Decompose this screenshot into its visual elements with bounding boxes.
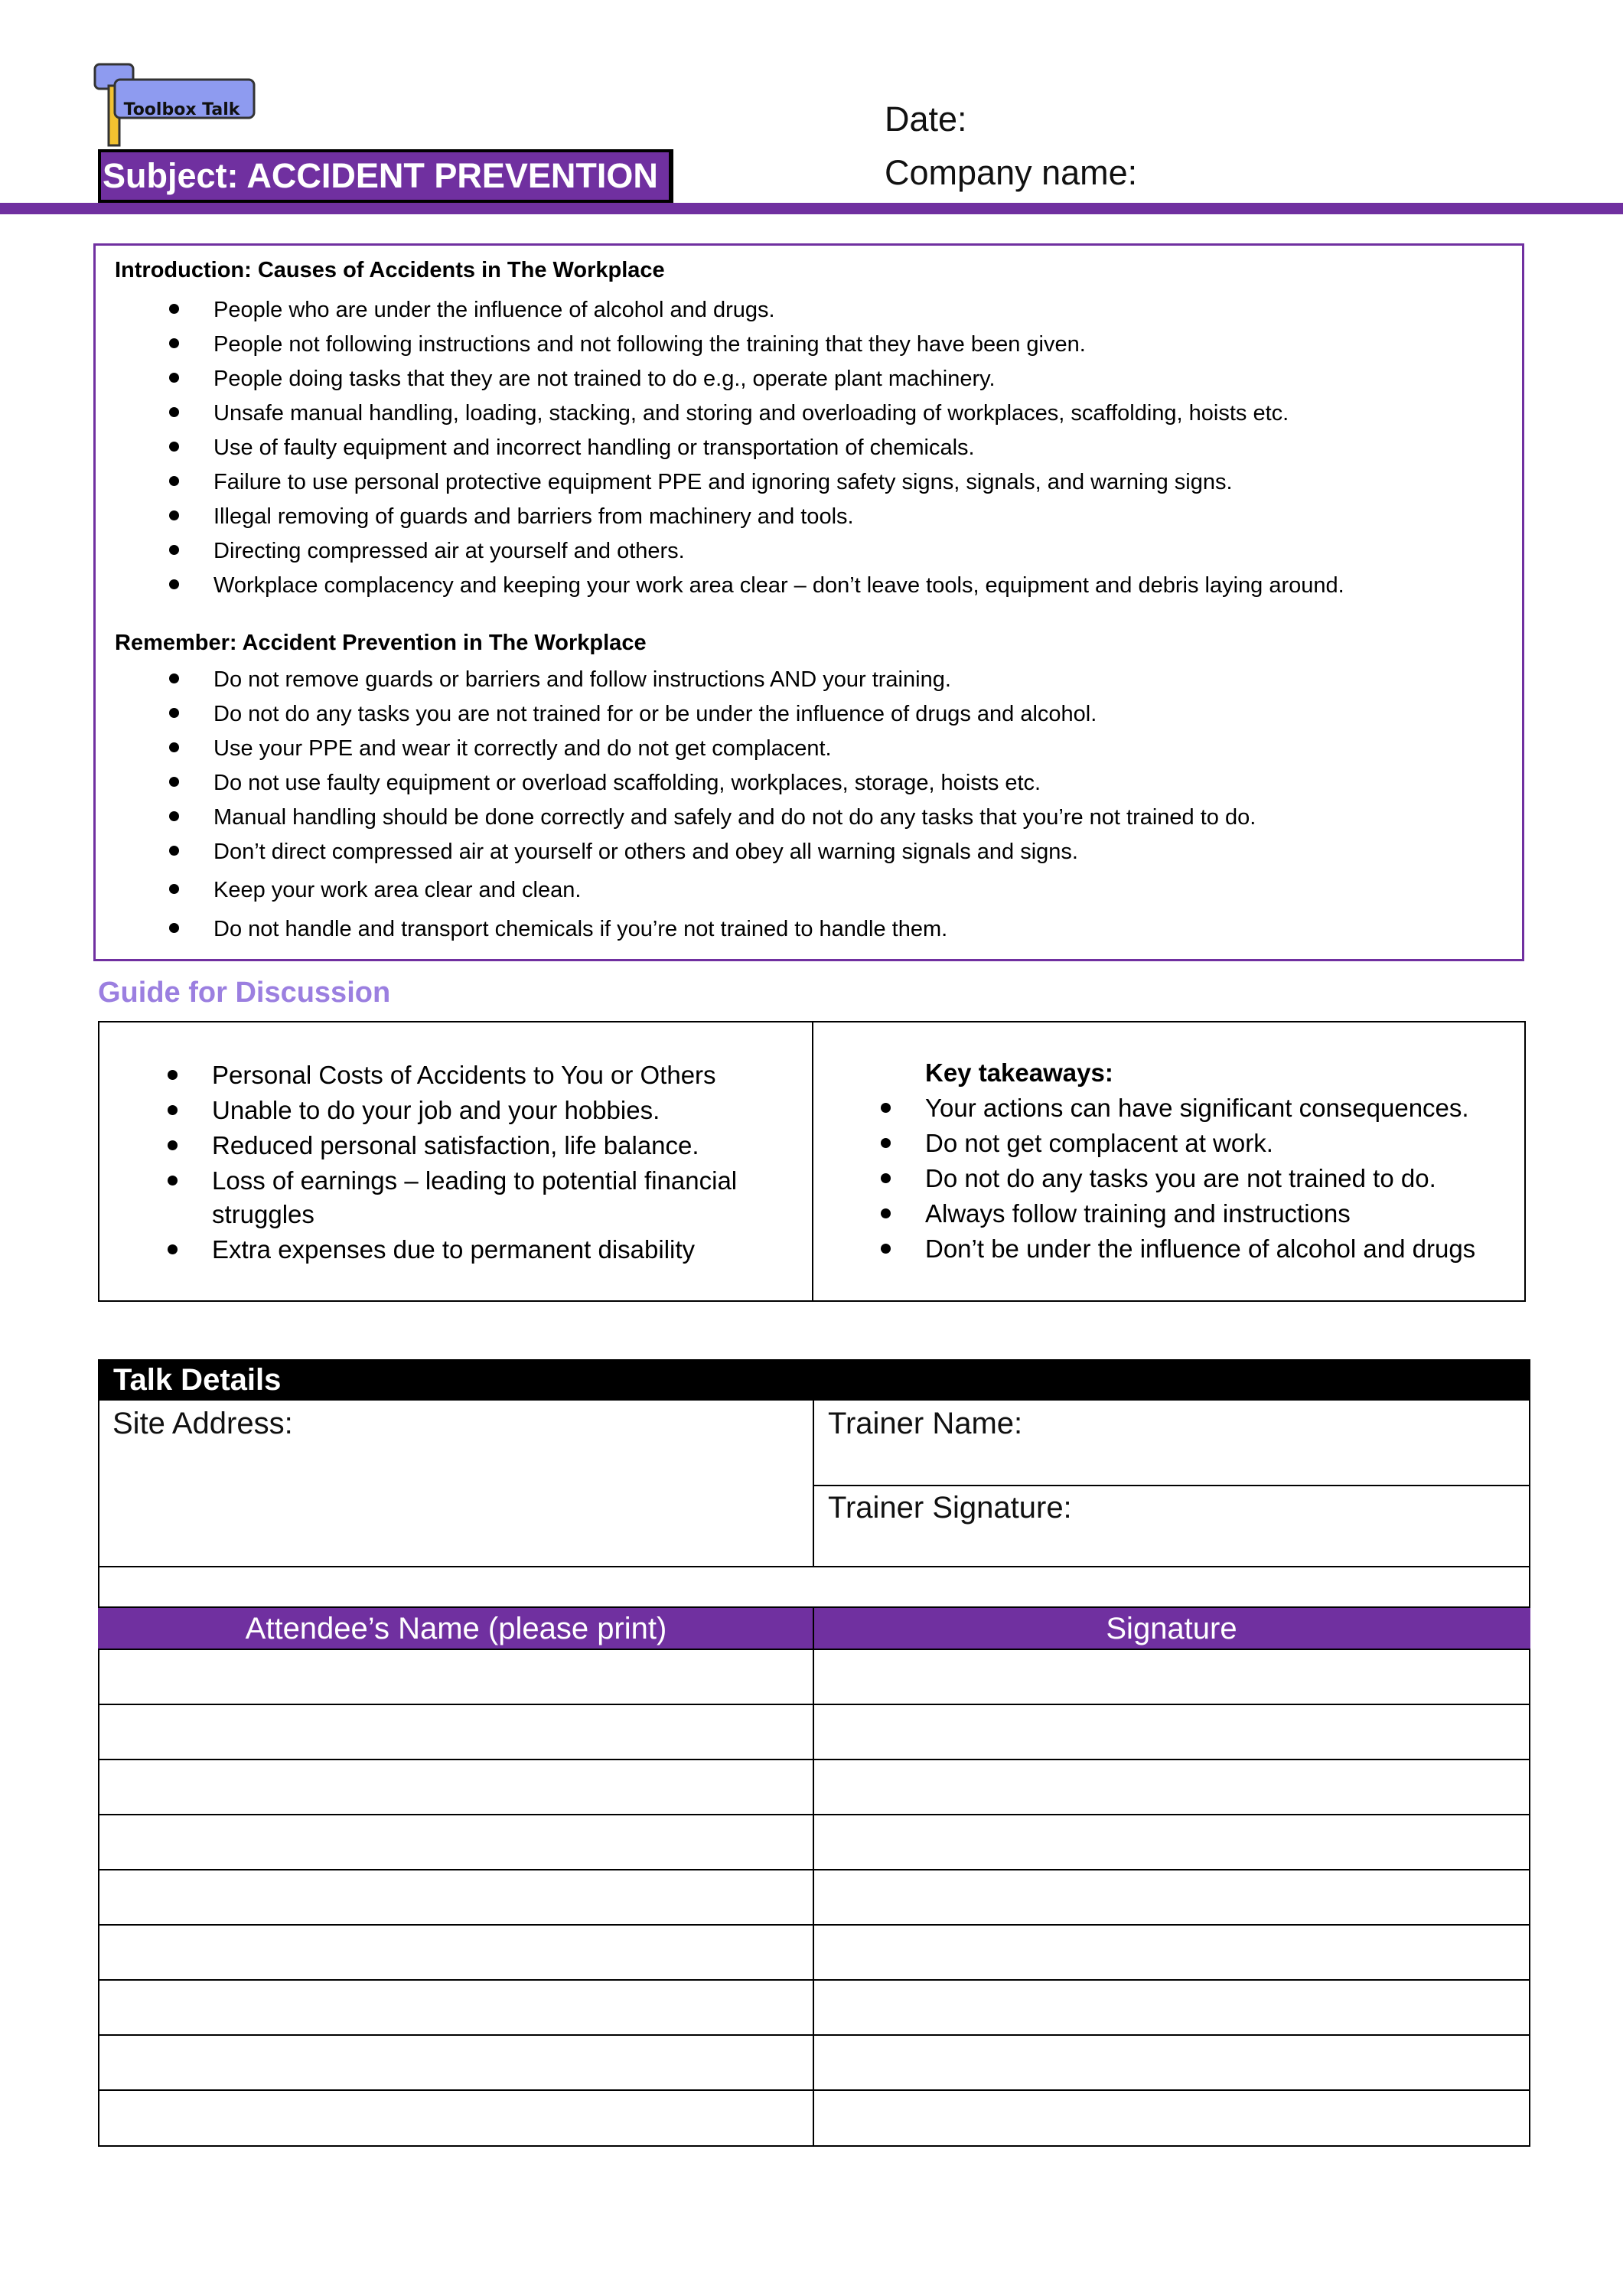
table-row[interactable] (98, 1979, 1530, 1981)
bullet-icon (169, 742, 179, 752)
bullet-icon (169, 708, 179, 718)
subject-title: Subject: ACCIDENT PREVENTION (98, 149, 673, 203)
details-bottom-border (98, 1566, 1530, 1567)
list-item: Unsafe manual handling, loading, stacking, and storing and overloading of workplaces, scaffolding, hoists etc. (213, 401, 1289, 426)
talk-details-header: Talk Details (98, 1359, 1530, 1401)
list-item: Failure to use personal protective equipment PPE and ignoring safety signs, signals, and warning signs. (213, 470, 1233, 495)
bullet-icon (168, 1140, 178, 1150)
table-row[interactable] (98, 1869, 1530, 1870)
table-row[interactable] (98, 1814, 1530, 1815)
bullet-icon (169, 923, 179, 933)
bullet-icon (169, 407, 179, 417)
table-row[interactable] (98, 1704, 1530, 1705)
list-item: Keep your work area clear and clean. (213, 878, 581, 903)
list-item: Loss of earnings – leading to potential financial (212, 1166, 737, 1195)
list-item: Directing compressed air at yourself and others. (213, 539, 685, 564)
bullet-icon (169, 304, 179, 314)
list-item: Manual handling should be done correctly and safely and do not do any tasks that you’re not trained to do. (213, 805, 1256, 830)
details-divider (813, 1401, 814, 1567)
list-item: Use your PPE and wear it correctly and do not get complacent. (213, 736, 832, 762)
bullet-icon (169, 884, 179, 894)
table-row[interactable] (98, 1759, 1530, 1760)
list-item: Your actions can have significant consequences. (925, 1094, 1469, 1123)
bullet-icon (881, 1244, 891, 1254)
list-item: Do not use faulty equipment or overload scaffolding, workplaces, storage, hoists etc. (213, 771, 1041, 796)
bullet-icon (169, 545, 179, 555)
list-item: Unable to do your job and your hobbies. (212, 1096, 660, 1125)
key-takeaways-heading: Key takeaways: (925, 1058, 1113, 1087)
bullet-icon (169, 442, 179, 452)
bullet-icon (168, 1105, 178, 1115)
bullet-icon (169, 373, 179, 383)
bullet-icon (168, 1176, 178, 1186)
list-item: Do not get complacent at work. (925, 1129, 1273, 1158)
list-item: Use of faulty equipment and incorrect handling or transportation of chemicals. (213, 435, 975, 461)
discussion-divider (812, 1021, 813, 1302)
logo-label: Toolbox Talk (123, 100, 240, 119)
list-item: Workplace complacency and keeping your work area clear – don’t leave tools, equipment and debris laying around. (213, 573, 1344, 598)
company-name-label: Company name: (885, 153, 1138, 192)
attendee-name-header: Attendee’s Name (please print) (245, 1612, 667, 1645)
table-row[interactable] (98, 1924, 1530, 1926)
bullet-icon (169, 338, 179, 348)
signature-header: Signature (1106, 1612, 1237, 1645)
remember-heading: Remember: Accident Prevention in The Workplace (115, 631, 647, 655)
list-item: Do not remove guards or barriers and follow instructions AND your training. (213, 667, 951, 693)
bullet-icon (881, 1208, 891, 1218)
list-item: Extra expenses due to permanent disability (212, 1235, 695, 1264)
list-item-continuation: struggles (212, 1200, 314, 1228)
bullet-icon (169, 579, 179, 589)
trainer-divider (813, 1485, 1530, 1486)
bullet-icon (169, 811, 179, 821)
trainer-signature-label: Trainer Signature: (828, 1491, 1072, 1525)
list-item: Don’t be under the influence of alcohol and drugs (925, 1234, 1475, 1264)
bullet-icon (169, 510, 179, 520)
list-item: People doing tasks that they are not trained to do e.g., operate plant machinery. (213, 367, 996, 392)
list-item: People not following instructions and not following the training that they have been given. (213, 332, 1086, 357)
list-item: Reduced personal satisfaction, life balance. (212, 1131, 699, 1160)
table-row[interactable] (98, 2034, 1530, 2036)
bullet-icon (168, 1070, 178, 1080)
list-item: Don’t direct compressed air at yourself or others and obey all warning signals and signs. (213, 840, 1078, 865)
list-item: Illegal removing of guards and barriers from machinery and tools. (213, 504, 854, 530)
bullet-icon (169, 673, 179, 683)
table-bottom-border (98, 2145, 1530, 2147)
intro-heading: Introduction: Causes of Accidents in The Workplace (115, 258, 665, 282)
bullet-icon (881, 1138, 891, 1148)
date-label: Date: (885, 99, 967, 139)
list-item: People who are under the influence of alcohol and drugs. (213, 298, 775, 323)
bullet-icon (169, 846, 179, 856)
bullet-icon (169, 476, 179, 486)
site-address-label: Site Address: (112, 1407, 293, 1440)
attendee-column-divider (813, 1608, 814, 2147)
list-item: Personal Costs of Accidents to You or Others (212, 1061, 716, 1090)
table-row[interactable] (98, 1649, 1530, 1650)
guide-heading: Guide for Discussion (98, 977, 391, 1009)
list-item: Do not do any tasks you are not trained for or be under the influence of drugs and alcohol. (213, 702, 1097, 727)
bullet-icon (168, 1244, 178, 1254)
list-item: Always follow training and instructions (925, 1199, 1351, 1228)
bullet-icon (169, 777, 179, 787)
list-item: Do not handle and transport chemicals if you’re not trained to handle them. (213, 917, 947, 942)
list-item: Do not do any tasks you are not trained to do. (925, 1164, 1436, 1193)
table-row[interactable] (98, 2089, 1530, 2091)
header-divider (0, 203, 1623, 214)
trainer-name-label: Trainer Name: (828, 1407, 1023, 1440)
bullet-icon (881, 1173, 891, 1183)
bullet-icon (881, 1103, 891, 1113)
